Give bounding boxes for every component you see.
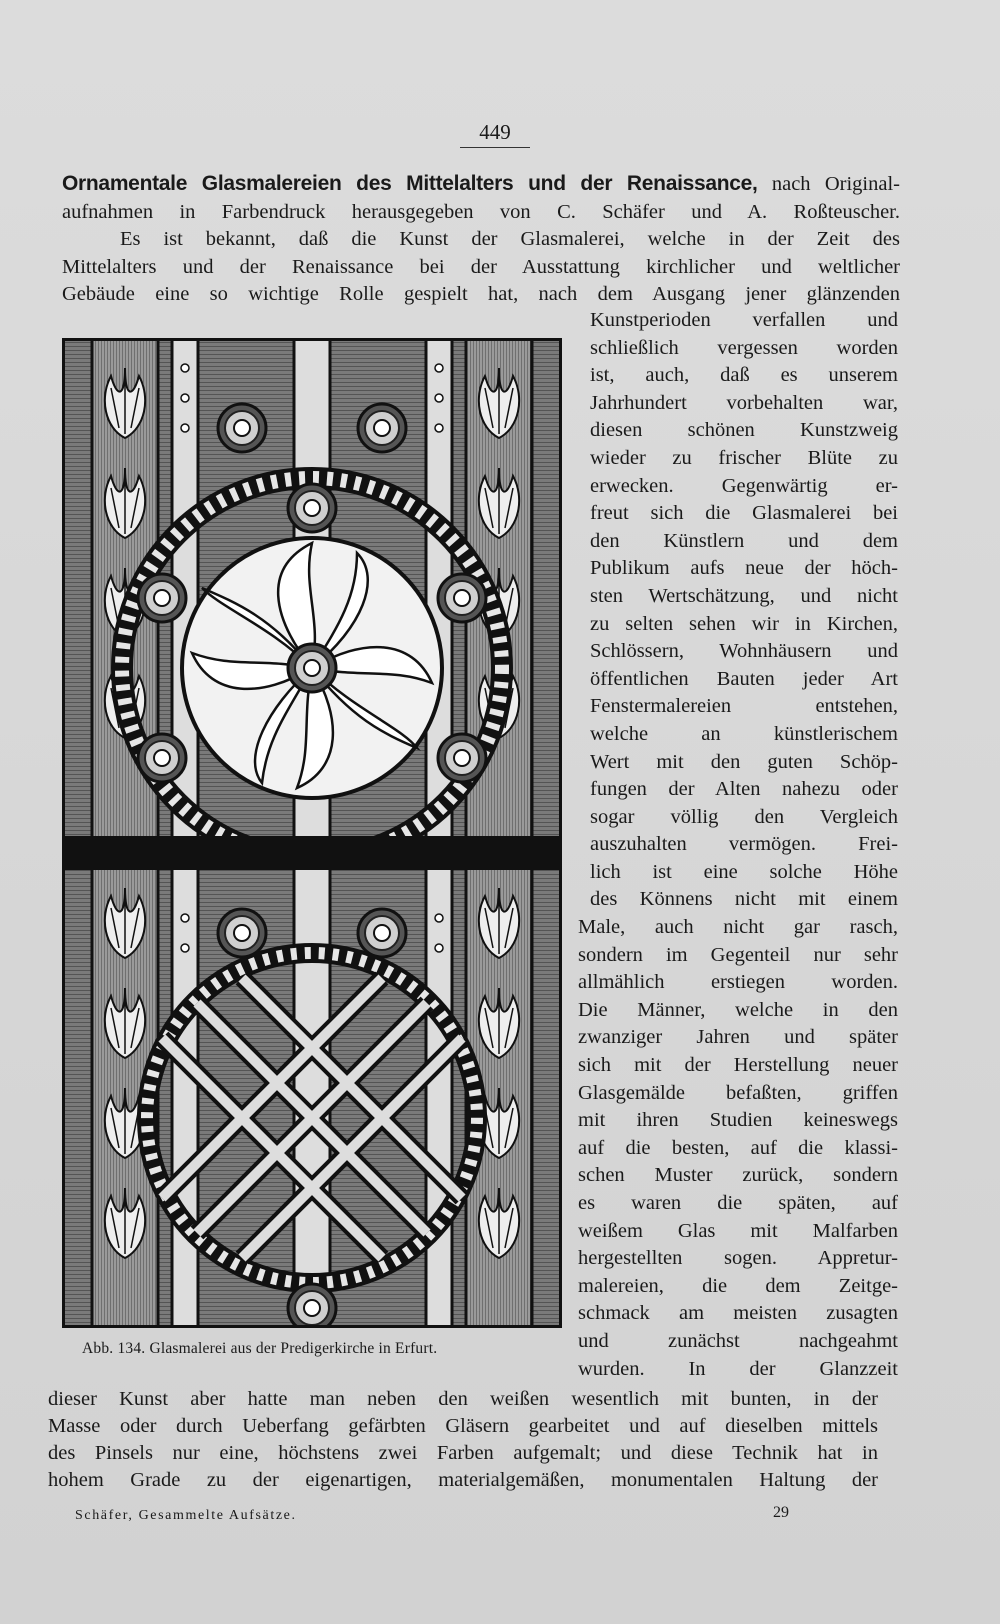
right_column-line: Die Männer, welche in den (578, 998, 898, 1021)
right_column-line: zu selten sehen wir in Kirchen, (590, 612, 898, 635)
heading-line-4: Mittelalters und der Renaissance bei der Ausstattung kirchlicher und weltlicher (62, 255, 900, 278)
heading-line-2: aufnahmen in Farbendruck herausgegeben von C. Schäfer und A. Roßteuscher. (62, 200, 900, 223)
bottom-paragraph (48, 1386, 878, 1494)
right_column-line: den Künstlern und dem (590, 529, 898, 552)
right_column-line: sogar völlig den Vergleich (590, 805, 898, 828)
right_column-line: wieder zu frischer Blüte zu (590, 446, 898, 469)
right_column-line: sten Wertschätzung, und nicht (590, 584, 898, 607)
footer-signature: Schäfer, Gesammelte Aufsätze. (75, 1508, 297, 1523)
right_column-line: Publikum aufs neue der höch- (590, 557, 898, 580)
right_column-line: öffentlichen Bauten jeder Art (590, 667, 898, 690)
right_column-line: sondern im Gegenteil nur sehr (578, 943, 898, 966)
right_column-line: und zunächst nachgeahmt (578, 1329, 898, 1352)
article-heading (62, 170, 900, 309)
right_column-line: Wert mit den guten Schöp- (590, 750, 898, 773)
right_column-line: des Könnens nicht mit einem (590, 888, 898, 911)
bottom_lines-line: hohem Grade zu der eigenartigen, materialgemäßen, monumentalen Haltung der (48, 1469, 878, 1491)
right_column-line: lich ist eine solche Höhe (590, 860, 898, 883)
right_column-line: ist, auch, daß es unserem (590, 364, 898, 387)
heading-line-3: Es ist bekannt, daß die Kunst der Glasmalerei, welche in der Zeit des (120, 228, 900, 250)
right_column-line: schließlich vergessen worden (590, 336, 898, 359)
heading-line-5: Gebäude eine so wichtige Rolle gespielt hat, nach dem Ausgang jener glänzenden (62, 283, 900, 305)
heading-title-rest: nach Original- (757, 173, 900, 195)
right_column-line: weißem Glas mit Malfarben (578, 1219, 898, 1242)
bottom_lines-line: des Pinsels nur eine, höchstens zwei Farben aufgemalt; und diese Technik hat in (48, 1442, 878, 1464)
right_column-line: Schlössern, Wohnhäusern und (590, 640, 898, 663)
right_column-line: Glasgemälde befaßten, griffen (578, 1081, 898, 1104)
right_column-line: mit ihren Studien keineswegs (578, 1109, 898, 1132)
right_column-line: auf die besten, auf die klassi- (578, 1136, 898, 1159)
right_column-line: Male, auch nicht gar rasch, (578, 916, 898, 939)
right_column-line: allmählich erstiegen worden. (578, 971, 898, 994)
right_column-line: diesen schönen Kunstzweig (590, 419, 898, 442)
footer-sheet-number: 29 (773, 1504, 789, 1521)
right_column-line: wurden. In der Glanzzeit (578, 1357, 898, 1380)
right_column-line: welche an künstlerischem (590, 722, 898, 745)
right_column-line: schmack am meisten zusagten (578, 1302, 898, 1325)
right_column-line: es waren die späten, auf (578, 1192, 898, 1214)
right_column-line: auszuhalten vermögen. Frei- (590, 833, 898, 856)
bottom_lines-line: Masse oder durch Ueberfang gefärbten Gläsern gearbeitet und auf dieselben mittels (48, 1415, 878, 1437)
right_column-line: Fenstermalereien entstehen, (590, 695, 898, 718)
right_column-line: fungen der Alten nahezu oder (590, 778, 898, 801)
right_column-line: erwecken. Gegenwärtig er- (590, 474, 898, 497)
right_column-line: sich mit der Herstellung neuer (578, 1054, 898, 1077)
right_column-line: malereien, die dem Zeitge- (578, 1274, 898, 1297)
right_column-line: zwanziger Jahren und später (578, 1026, 898, 1049)
bottom_lines-line: dieser Kunst aber hatte man neben den weißen wesentlich mit bunten, in der (48, 1388, 878, 1410)
right_column-line: freut sich die Glasmalerei bei (590, 502, 898, 525)
right_column-line: hergestellten sogen. Appretur- (578, 1247, 898, 1270)
heading-line-1 (62, 170, 900, 199)
page-number: 449 (460, 120, 530, 148)
right_column-line: schen Muster zurück, sondern (578, 1164, 898, 1187)
right_column-line: Jahrhundert vorbehalten war, (590, 391, 898, 414)
right_column-line: Kunstperioden verfallen und (590, 309, 898, 331)
figure-caption: Abb. 134. Glasmalerei aus der Predigerkirche in Erfurt. (82, 1340, 438, 1357)
right-column-text (578, 307, 898, 1383)
heading-title: Ornamentale Glasmalereien des Mittelalters und der Renaissance, (62, 172, 758, 195)
stained-glass-illustration (62, 338, 562, 1328)
lead-bar (62, 836, 562, 870)
